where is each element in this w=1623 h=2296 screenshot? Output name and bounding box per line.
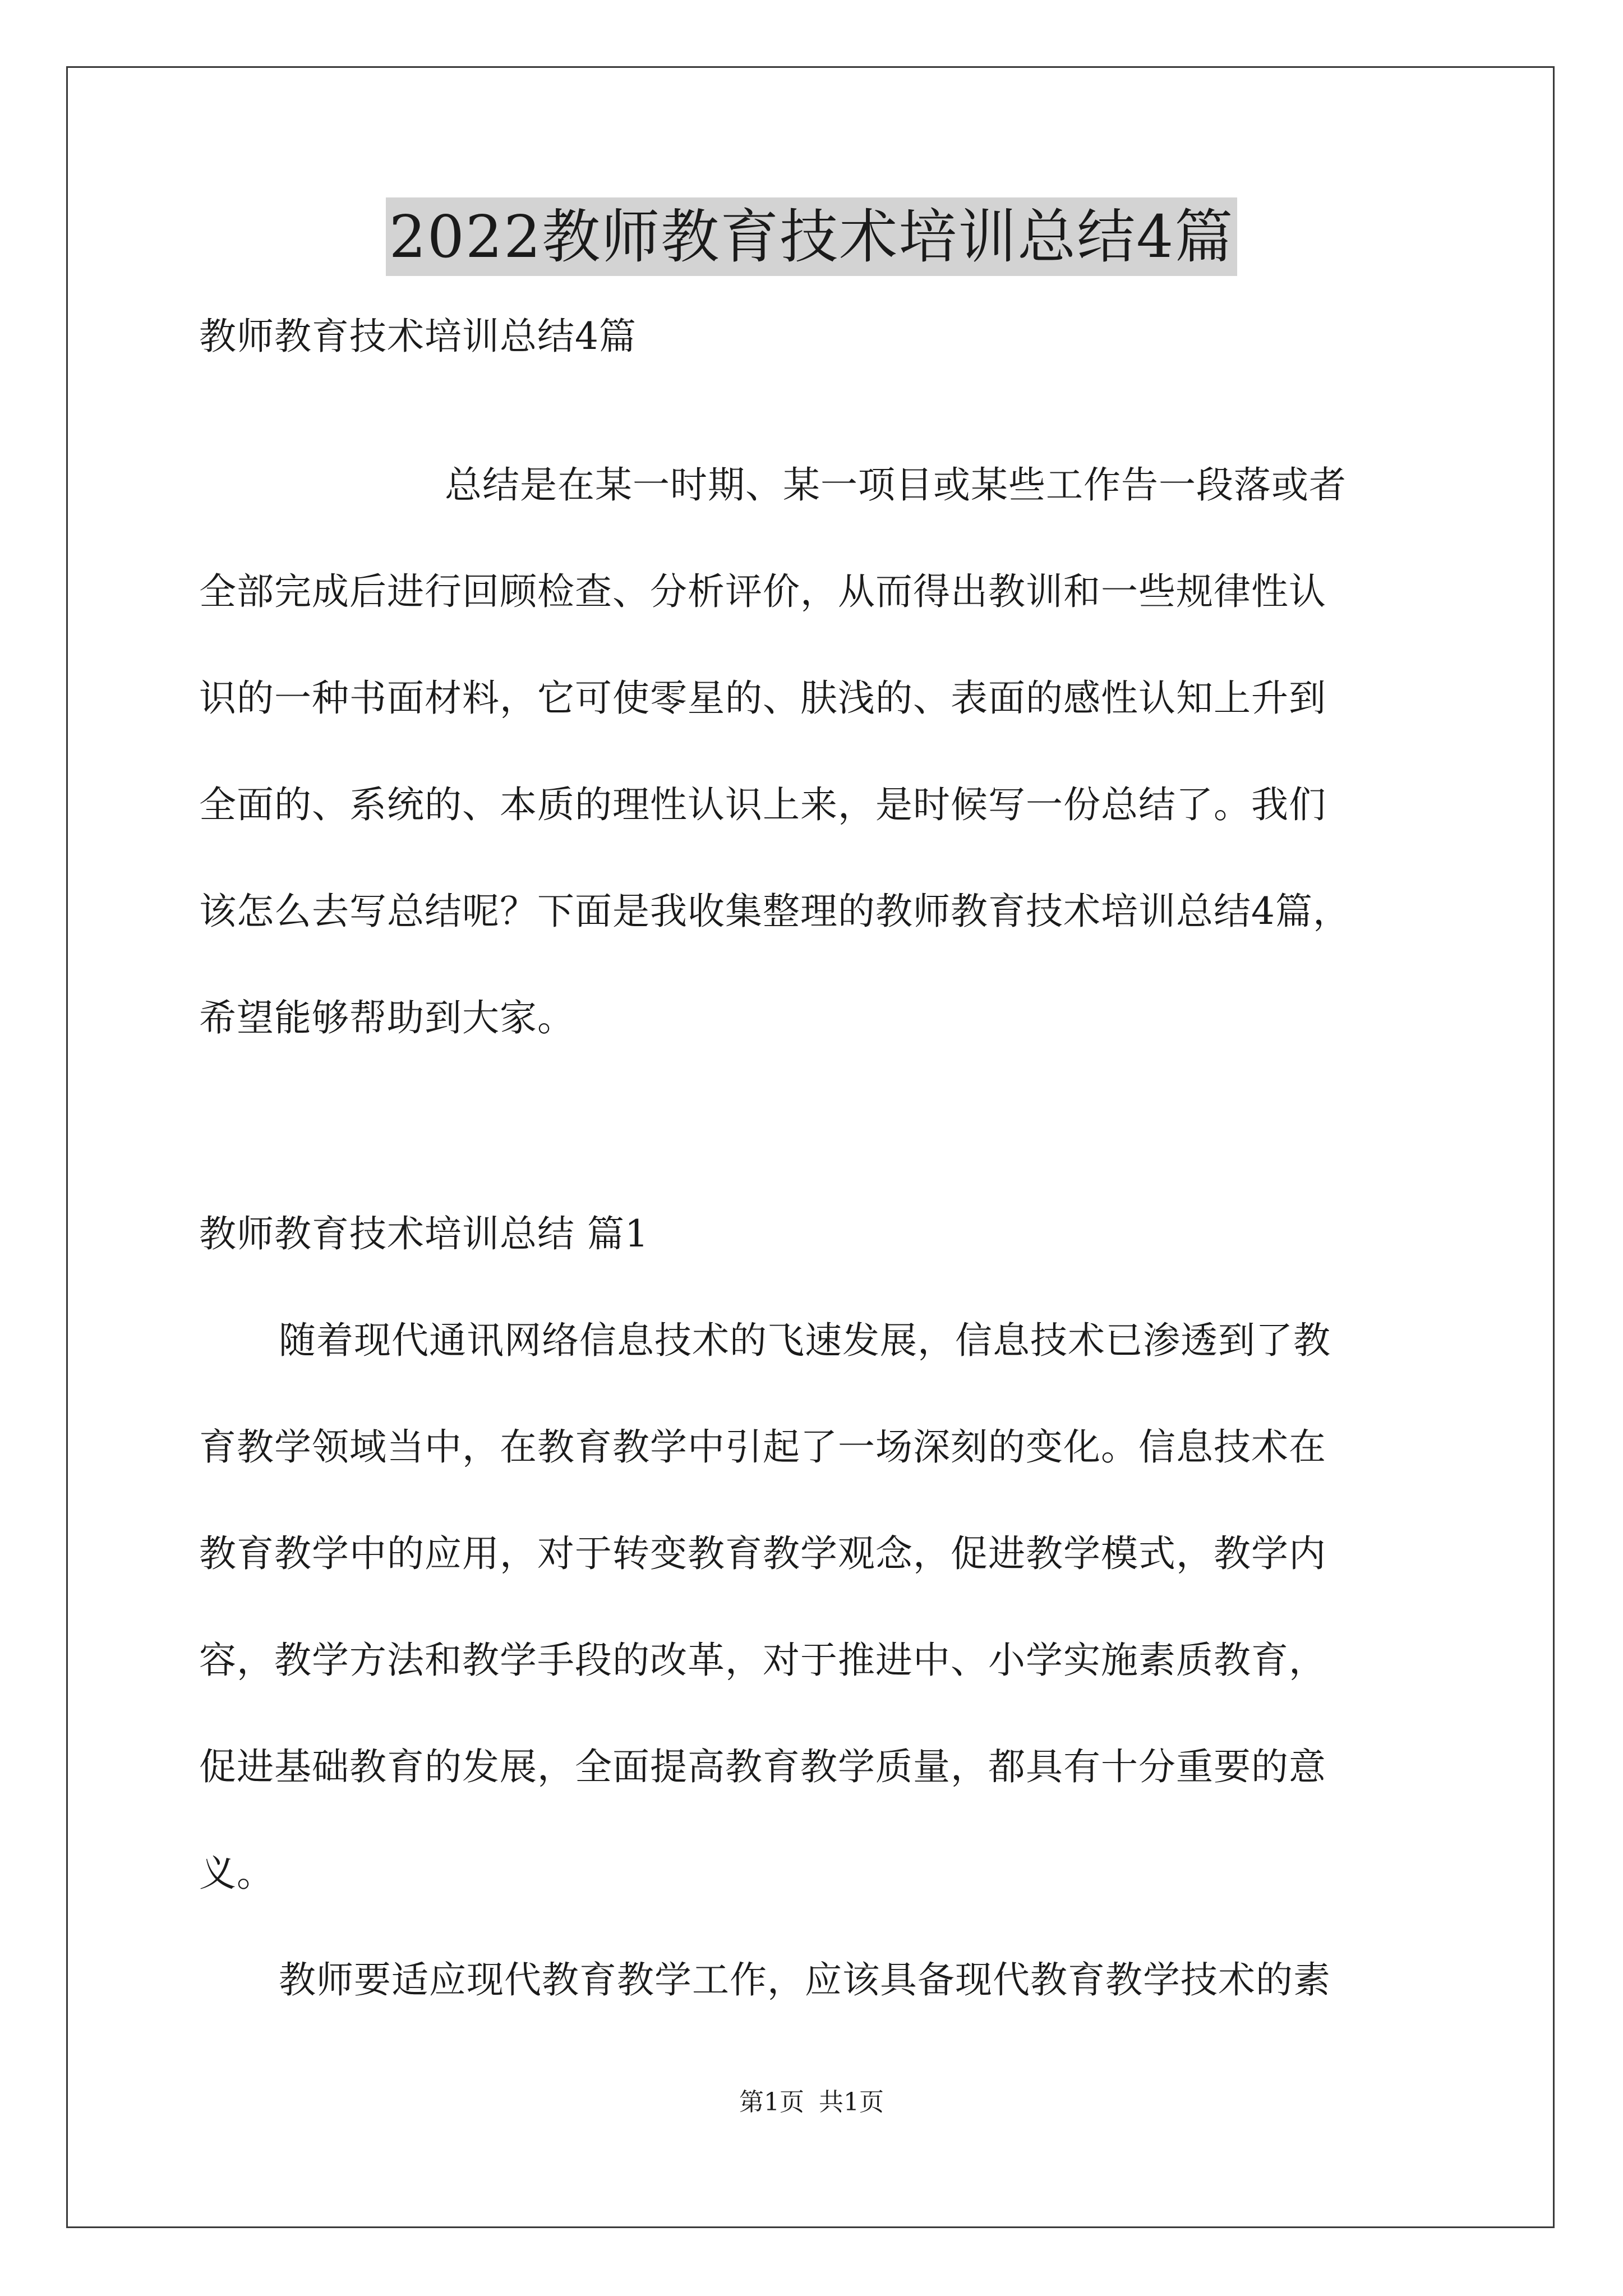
para1-line-5: 促进基础教育的发展，全面提高教育教学质量，都具有十分重要的意: [199, 1745, 1326, 1788]
title-wrap: [0, 197, 1623, 276]
intro-line-3: 识的一种书面材料，它可使零星的、肤浅的、表面的感性认知上升到: [199, 677, 1326, 720]
page-border: [66, 66, 1555, 2228]
intro-line-6: 希望能够帮助到大家。: [199, 996, 575, 1039]
intro-line-5: 该怎么去写总结呢？下面是我收集整理的教师教育技术培训总结4篇，: [199, 890, 1350, 933]
intro-line-2: 全部完成后进行回顾检查、分析评价，从而得出教训和一些规律性认: [199, 570, 1326, 613]
para2-line-1: 教师要适应现代教育教学工作，应该具备现代教育教学技术的素: [279, 1958, 1331, 2001]
page-footer: [0, 2086, 1623, 2119]
section-heading: 教师教育技术培训总结 篇1: [199, 1212, 649, 1255]
para1-line-1: 随着现代通讯网络信息技术的飞速发展，信息技术已渗透到了教: [279, 1319, 1331, 1362]
para1-line-6: 义。: [199, 1852, 274, 1895]
document-title: 2022教师教育技术培训总结4篇: [386, 197, 1238, 276]
para1-line-3: 教育教学中的应用，对于转变教育教学观念，促进教学模式，教学内: [199, 1532, 1326, 1575]
footer-total-pages: 共1页: [819, 2088, 884, 2116]
document-subtitle: 教师教育技术培训总结4篇: [199, 315, 637, 358]
para1-line-2: 育教学领域当中，在教育教学中引起了一场深刻的变化。信息技术在: [199, 1425, 1326, 1469]
intro-line-1: 总结是在某一时期、某一项目或某些工作告一段落或者: [445, 463, 1347, 507]
intro-line-4: 全面的、系统的、本质的理性认识上来，是时候写一份总结了。我们: [199, 783, 1326, 826]
footer-page-number: 第1页: [739, 2088, 804, 2116]
para1-line-4: 容，教学方法和教学手段的改革，对于推进中、小学实施素质教育，: [199, 1639, 1326, 1682]
